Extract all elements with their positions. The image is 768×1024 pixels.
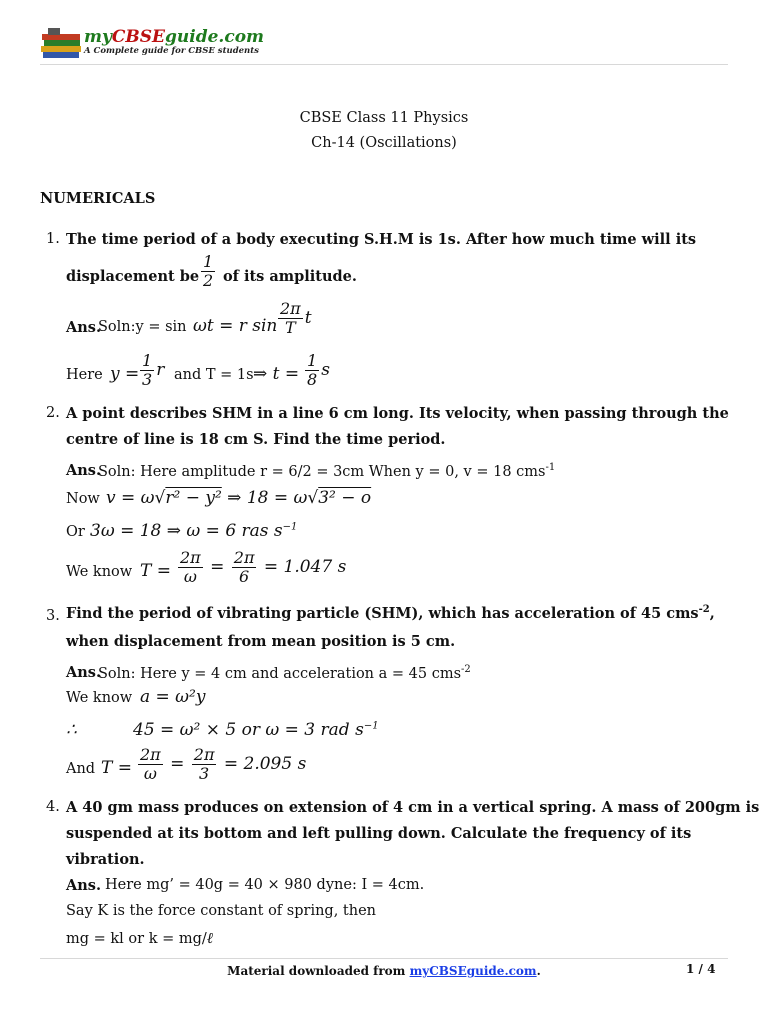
answer-text: and T = 1s xyxy=(174,367,254,383)
equation-fraction: $\frac{2\pi}{\omega}$ = $\frac{2\pi}{6}$ = 1.047 s xyxy=(180,548,347,586)
equation-fraction: $\frac{2\pi}{\omega}$ = $\frac{2\pi}{3}$ = 2.095 s xyxy=(140,745,307,783)
equation: a = ω²y xyxy=(140,687,206,707)
answer-text: Soln:y = sin xyxy=(98,319,187,335)
equation-fraction: $\frac{1}{8}$ s xyxy=(307,351,330,389)
question-text: of its amplitude. xyxy=(223,268,357,285)
equation: ⇒ t = xyxy=(253,364,300,384)
fraction-half: $\frac{1}{2}$ xyxy=(203,252,214,290)
answer-text: Soln: Here amplitude r = 6/2 = 3cm When y = 0, v = 18 cms$^{-1}$ xyxy=(98,462,556,480)
question-text: suspended at its bottom and left pulling down. Calculate the frequency of its xyxy=(66,825,692,842)
answer-text: Say K is the force constant of spring, then xyxy=(66,903,377,919)
question-text: centre of line is 18 cm S. Find the time period. xyxy=(66,431,446,448)
footer-text: Material downloaded from myCBSEguide.com. xyxy=(227,964,541,978)
equation: ∴ xyxy=(66,720,77,740)
answer-text: mg = kl or k = mg/ℓ xyxy=(66,929,214,947)
question-text: A point describes SHM in a line 6 cm long. Its velocity, when passing through the xyxy=(66,405,729,422)
equation: 45 = ω² × 5 or ω = 3 rad $s^{-1}$ xyxy=(133,720,379,740)
answer-text: We know xyxy=(66,564,133,580)
question-text: A 40 gm mass produces on extension of 4 cm in a vertical spring. A mass of 200gm is xyxy=(66,799,760,816)
question-text: The time period of a body executing S.H.M is 1s. After how much time will its xyxy=(66,231,697,248)
answer-text: Or xyxy=(66,524,85,540)
answer-text: Here xyxy=(66,367,103,383)
equation-fraction: $\frac{1}{3}$ r xyxy=(142,351,165,389)
question-text: displacement be xyxy=(66,268,200,285)
footer-link[interactable]: myCBSEguide.com xyxy=(409,964,537,978)
equation: T = xyxy=(101,758,132,778)
question-text: when displacement from mean position is 5 cm. xyxy=(66,633,456,650)
header-divider xyxy=(40,64,728,65)
equation: 3ω = 18 ⇒ ω = 6 ras $s^{-1}$ xyxy=(90,521,298,541)
answer-text: Soln: Here y = 4 cm and acceleration a = 45 cms$^{-2}$ xyxy=(98,664,471,682)
answer-label: Ans. xyxy=(66,877,102,894)
equation: ωt = r sin xyxy=(193,316,278,336)
equation: v = ω√r² − y² ⇒ 18 = ω√3² − o xyxy=(106,488,372,508)
answer-text: Now xyxy=(66,491,100,507)
logo-name: myCBSEguide.com xyxy=(84,27,265,47)
answer-text: We know xyxy=(66,690,133,706)
answer-label: Ans. xyxy=(66,319,102,336)
section-heading: NUMERICALS xyxy=(40,190,156,207)
question-number: 3. xyxy=(46,608,60,624)
question-number: 1. xyxy=(46,231,60,247)
question-number: 4. xyxy=(46,799,60,815)
page-number: 1 / 4 xyxy=(686,962,716,976)
answer-text: And xyxy=(66,761,96,777)
question-text: vibration. xyxy=(66,851,145,868)
equation-fraction: $\frac{2\pi}{T}$ t xyxy=(280,299,312,337)
answer-text: Here mg’ = 40g = 40 × 980 dyne: I = 4cm. xyxy=(105,877,425,893)
question-number: 2. xyxy=(46,405,60,421)
document-subtitle: Ch-14 (Oscillations) xyxy=(311,135,457,151)
answer-label: Ans. xyxy=(66,462,102,479)
document-title: CBSE Class 11 Physics xyxy=(299,110,469,126)
equation: y = xyxy=(110,364,140,384)
question-text: Find the period of vibrating particle (SHM), which has acceleration of 45 cms$^{-2}$, xyxy=(66,604,715,622)
footer-divider xyxy=(40,958,728,959)
equation: T = xyxy=(140,561,171,581)
logo-tagline: A Complete guide for CBSE students xyxy=(84,46,259,56)
answer-label: Ans. xyxy=(66,664,102,681)
